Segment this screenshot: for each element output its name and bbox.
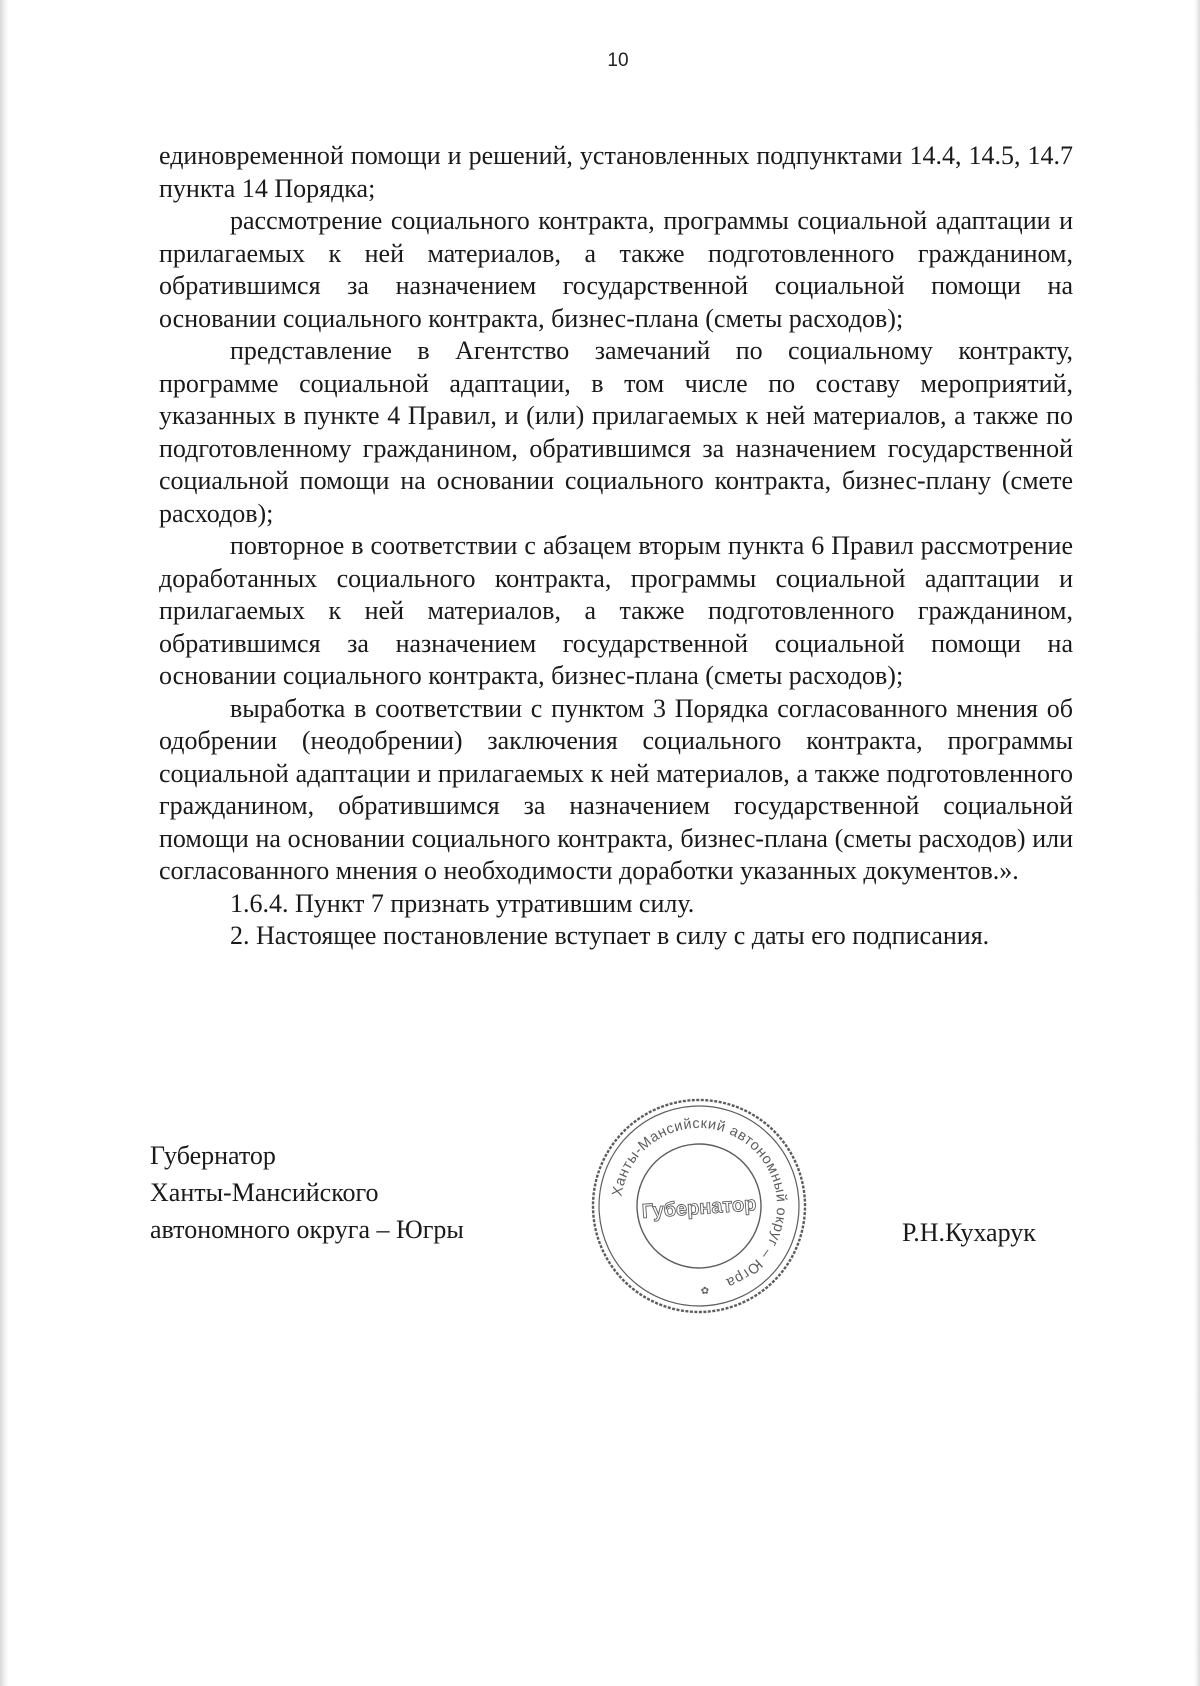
paragraph-repeat-review: повторное в соответствии с абзацем вторым пункта 6 Правил рассмотрение доработанных социального контракта, программы социальной адаптации и прилагаемых к ней материалов, а также подготовленного гражданином, обратившимся за назначением государственной социальной помощи на основании социального контракта, бизнес-плана (сметы расходов); xyxy=(159,531,1073,690)
official-seal xyxy=(579,1086,818,1325)
signatory-title xyxy=(150,1137,464,1248)
paragraph-clause-1-6-4: 1.6.4. Пункт 7 признать утратившим силу. xyxy=(230,888,695,918)
scan-edge-left xyxy=(0,0,8,1686)
signatory-title-line: Губернатор xyxy=(150,1141,276,1170)
signatory-name: Р.Н.Кухарук xyxy=(902,1218,1036,1247)
document-body xyxy=(159,140,1073,953)
signatory-title-line: автономного округа – Югры xyxy=(150,1215,464,1244)
seal-ring-text: Ханты-Мансийский автономный округ – Югра xyxy=(609,1115,790,1291)
seal-graphic xyxy=(579,1086,818,1325)
scan-edge-right xyxy=(1194,0,1200,1686)
seal-center-text: Губернатор xyxy=(641,1193,758,1223)
page-number: 10 xyxy=(607,50,629,71)
paragraph-remarks: представление в Агентство замечаний по социальному контракту, программе социальной адаптации, в том числе по составу мероприятий, указанных в пункте 4 Правил, и (или) прилагаемых к ней материалов, а также по подготовленному гражданином, обратившимся за назначением государственной социальной помощи на основании социального контракта, бизнес-плану (смете расходов); xyxy=(159,336,1073,528)
paragraph-opinion: выработка в соответствии с пунктом 3 Порядка согласованного мнения об одобрении (неодобрении) заключения социального контракта, программы социальной адаптации и прилагаемых к ней материалов, а также подготовленного гражданином, обратившимся за назначением государственной социальной помощи на основании социального контракта, бизнес-плана (сметы расходов) или согласованного мнения о необходимости доработки указанных документов.». xyxy=(159,693,1073,885)
seal-star-icon: ✿ xyxy=(700,1285,710,1298)
paragraph-clause-2: 2. Настоящее постановление вступает в силу с даты его подписания. xyxy=(230,921,990,950)
paragraph-review: рассмотрение социального контракта, программы социальной адаптации и прилагаемых к ней материалов, а также подготовленного гражданином, обратившимся за назначением государственной социальной помощи на основании социального контракта, бизнес-плана (сметы расходов); xyxy=(159,206,1073,333)
paragraph-continuation: единовременной помощи и решений, установленных подпунктами 14.4, 14.5, 14.7 пункта 14 Порядка; xyxy=(159,141,1073,203)
signatory-title-line: Ханты-Мансийского xyxy=(150,1178,379,1207)
